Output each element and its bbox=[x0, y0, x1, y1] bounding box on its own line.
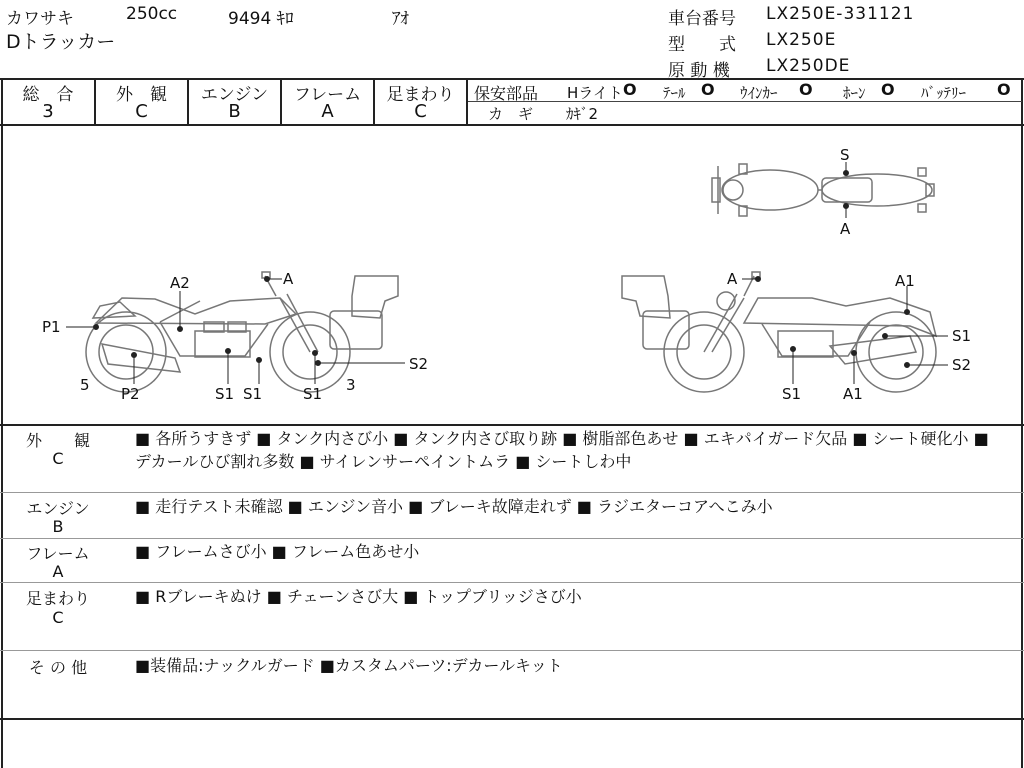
section-divider bbox=[0, 582, 1024, 583]
battery-ok: O bbox=[997, 80, 1011, 99]
winker-ok: O bbox=[799, 80, 813, 99]
section-divider bbox=[0, 650, 1024, 651]
displacement: 250cc bbox=[126, 4, 178, 24]
mark-top-a: A bbox=[840, 220, 851, 238]
left-side-bike bbox=[86, 272, 398, 392]
battery-label: ﾊﾞｯﾃﾘｰ bbox=[921, 84, 967, 102]
horn-ok: O bbox=[881, 80, 895, 99]
mark-l-s1b: S1 bbox=[243, 385, 263, 403]
key-value: ｶｷﾞ2 bbox=[566, 105, 599, 123]
horn-label: ﾎｰﾝ bbox=[843, 84, 866, 102]
safety-label: 保安部品 bbox=[474, 84, 539, 103]
overall-label: 総 合 bbox=[22, 85, 74, 105]
mark-r-s1b: S1 bbox=[782, 385, 802, 403]
suspension-notes: ■ Rブレーキぬけ ■ チェーンさび大 ■ トップブリッジさび小 bbox=[135, 587, 582, 606]
engine-grade: B bbox=[228, 101, 241, 122]
frame-number: LX250E-331121 bbox=[766, 4, 915, 24]
top-view-bike bbox=[712, 164, 934, 216]
diagram-bottom-border bbox=[0, 424, 1024, 426]
frame-section-title: フレーム bbox=[26, 544, 90, 563]
color: ｱｵ bbox=[392, 9, 409, 29]
section-divider bbox=[0, 538, 1024, 539]
engine-value: LX250DE bbox=[766, 56, 851, 76]
other-section-title: そ の 他 bbox=[28, 658, 88, 677]
winker-label: ｳｲﾝｶｰ bbox=[740, 84, 778, 102]
mark-r-a1b: A1 bbox=[843, 385, 863, 403]
headlight-label: Hライト bbox=[567, 84, 623, 102]
frame-grade: A bbox=[321, 101, 334, 122]
type-label: 型 式 bbox=[668, 35, 736, 55]
mark-top-s: S bbox=[840, 146, 850, 164]
mark-l-3: 3 bbox=[346, 376, 356, 394]
exterior-grade: C bbox=[135, 101, 148, 122]
overall-grade: 3 bbox=[42, 101, 54, 122]
mark-l-p1: P1 bbox=[42, 318, 61, 336]
suspension-section-title: 足まわり bbox=[25, 589, 90, 608]
taillight-ok: O bbox=[701, 80, 715, 99]
exterior-section-grade: C bbox=[52, 449, 64, 468]
mark-l-5: 5 bbox=[80, 376, 90, 394]
engine-label: 原 動 機 bbox=[668, 61, 730, 81]
right-side-bike bbox=[622, 272, 936, 392]
mark-r-a1a: A1 bbox=[895, 272, 915, 290]
engine-notes: ■ 走行テスト未確認 ■ エンジン音小 ■ ブレーキ故障走れず ■ ラジエターコアへこみ小 bbox=[135, 497, 773, 516]
mark-r-s2: S2 bbox=[952, 356, 972, 374]
mark-l-s1a: S1 bbox=[215, 385, 235, 403]
notes-bottom-border bbox=[0, 718, 1024, 720]
exterior-label: 外 観 bbox=[116, 85, 167, 105]
mark-r-a: A bbox=[727, 270, 738, 288]
engine-section-grade: B bbox=[52, 517, 64, 536]
mark-l-s1c: S1 bbox=[303, 385, 323, 403]
exterior-notes: ■ 各所うすきず ■ タンク内さび小 ■ タンク内さび取り跡 ■ 樹脂部色あせ ■ エキパイガード欠品 ■ シート硬化小 ■ デカールひび割れ多数 ■ サイレンサーペイントムラ ■ シートしわ中 bbox=[135, 429, 989, 471]
taillight-label: ﾃｰﾙ bbox=[663, 84, 686, 102]
engine-grade-label: エンジン bbox=[200, 85, 269, 105]
frame-section-grade: A bbox=[52, 562, 64, 581]
mark-l-a: A bbox=[283, 270, 294, 288]
type-value: LX250E bbox=[766, 30, 837, 50]
mark-l-s2: S2 bbox=[409, 355, 429, 373]
mark-l-a2: A2 bbox=[170, 274, 190, 292]
section-divider bbox=[0, 492, 1024, 493]
suspension-grade-label: 足まわり bbox=[386, 85, 455, 105]
motorcycle-diagram bbox=[0, 126, 1024, 422]
frame-notes: ■ フレームさび小 ■ フレーム色あせ小 bbox=[135, 542, 420, 561]
mark-r-s1a: S1 bbox=[952, 327, 972, 345]
other-notes: ■装備品:ナックルガード ■カスタムパーツ:デカールキット bbox=[135, 656, 563, 675]
model-name: Dトラッカー bbox=[6, 31, 116, 53]
engine-section-title: エンジン bbox=[26, 499, 90, 518]
maker: カワサキ bbox=[6, 9, 74, 29]
frame-grade-label: フレーム bbox=[293, 85, 362, 105]
suspension-grade: C bbox=[414, 101, 427, 122]
mileage: 9494 ｷﾛ bbox=[228, 9, 294, 29]
mark-l-p2: P2 bbox=[121, 385, 140, 403]
suspension-section-grade: C bbox=[52, 608, 64, 627]
key-label: カ ギ bbox=[488, 105, 534, 123]
exterior-section-title: 外 観 bbox=[25, 431, 90, 450]
frame-label: 車台番号 bbox=[668, 9, 736, 29]
headlight-ok: O bbox=[623, 80, 637, 99]
